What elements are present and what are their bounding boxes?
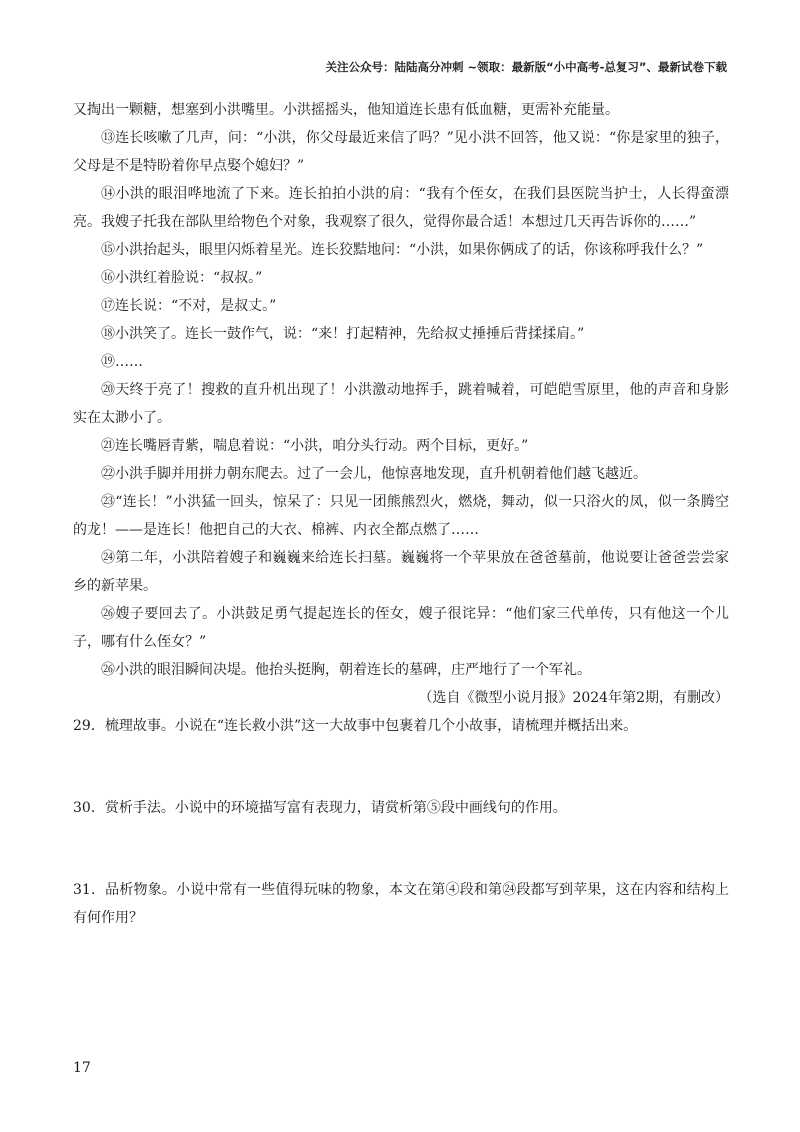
answer-space-29 <box>73 740 729 794</box>
paragraph-21: ㉑连长嘴唇青紫，喘息着说：“小洪，咱分头行动。两个目标，更好。” <box>101 438 529 454</box>
article-body <box>73 96 729 932</box>
paragraph-24: ㉔第二年，小洪陪着嫂子和巍巍来给连长扫墓。巍巍将一个苹果放在爸爸墓前，他说要让爸爸尝尝家乡的新苹果。 <box>73 550 729 594</box>
question-31: 31．品析物象。小说中常有一些值得玩味的物象，本文在第④段和第㉔段都写到苹果，这在内容和结构上有何作用？ <box>73 882 729 926</box>
paragraph-16: ⑯小洪红着脸说：“叔叔。” <box>101 270 263 286</box>
paragraph-19: ⑲…… <box>101 354 143 370</box>
paragraph-14: ⑭小洪的眼泪哗地流了下来。连长拍拍小洪的肩：“我有个侄女，在我们县医院当护士，人长得蛮漂亮。我嫂子托我在部队里给物色个对象，我观察了很久，觉得你最合适！本想过几天再告诉你的……” <box>73 186 729 230</box>
paragraph-18: ⑱小洪笑了。连长一鼓作气，说：“来！打起精神，先给叔丈捶捶后背揉揉肩。” <box>101 326 585 342</box>
paragraph-12-continuation: 又掏出一颗糖，想塞到小洪嘴里。小洪摇摇头，他知道连长患有低血糖，更需补充能量。 <box>73 102 619 118</box>
paragraph-26: ㉖小洪的眼泪瞬间决堤。他抬头挺胸，朝着连长的墓碑，庄严地行了一个军礼。 <box>101 662 591 678</box>
paragraph-20: ⑳天终于亮了！搜救的直升机出现了！小洪激动地挥手，跳着喊着，可皑皑雪原里，他的声音和身影实在太渺小了。 <box>73 382 729 426</box>
question-29: 29．梳理故事。小说在“连长救小洪”这一大故事中包裹着几个小故事，请梳理并概括出来。 <box>73 718 638 734</box>
source-citation: （选自《微型小说月报》2024年第2期，有删改） <box>418 690 729 706</box>
paragraph-15: ⑮小洪抬起头，眼里闪烁着星光。连长狡黠地问：“小洪，如果你俩成了的话，你该称呼我什么？” <box>101 242 704 258</box>
paragraph-23: ㉓“连长！”小洪猛一回头，惊呆了：只见一团熊熊烈火，燃烧，舞动，似一只浴火的凤，似一条腾空的龙！——是连长！他把自己的大衣、棉裤、内衣全都点燃了…… <box>73 494 729 538</box>
paragraph-17: ⑰连长说：“不对，是叔丈。” <box>101 298 277 314</box>
question-30: 30．赏析手法。小说中的环境描写富有表现力，请赏析第⑤段中画线句的作用。 <box>73 800 567 816</box>
answer-space-30 <box>73 822 729 876</box>
page-header: 关注公众号：陆陆高分冲刺 ~领取：最新版“小中高考-总复习”、最新试卷下载 <box>325 60 727 74</box>
page-number: 17 <box>73 1060 91 1076</box>
paragraph-13: ⑬连长咳嗽了几声，问：“小洪，你父母最近来信了吗？”见小洪不回答，他又说：“你是家里的独子，父母是不是特盼着你早点娶个媳妇？” <box>73 130 729 174</box>
paragraph-25: ㉖嫂子要回去了。小洪鼓足勇气提起连长的侄女，嫂子很诧异：“他们家三代单传，只有他这一个儿子，哪有什么侄女？” <box>73 606 729 650</box>
paragraph-22: ㉒小洪手脚并用拼力朝东爬去。过了一会儿，他惊喜地发现，直升机朝着他们越飞越近。 <box>101 466 647 482</box>
